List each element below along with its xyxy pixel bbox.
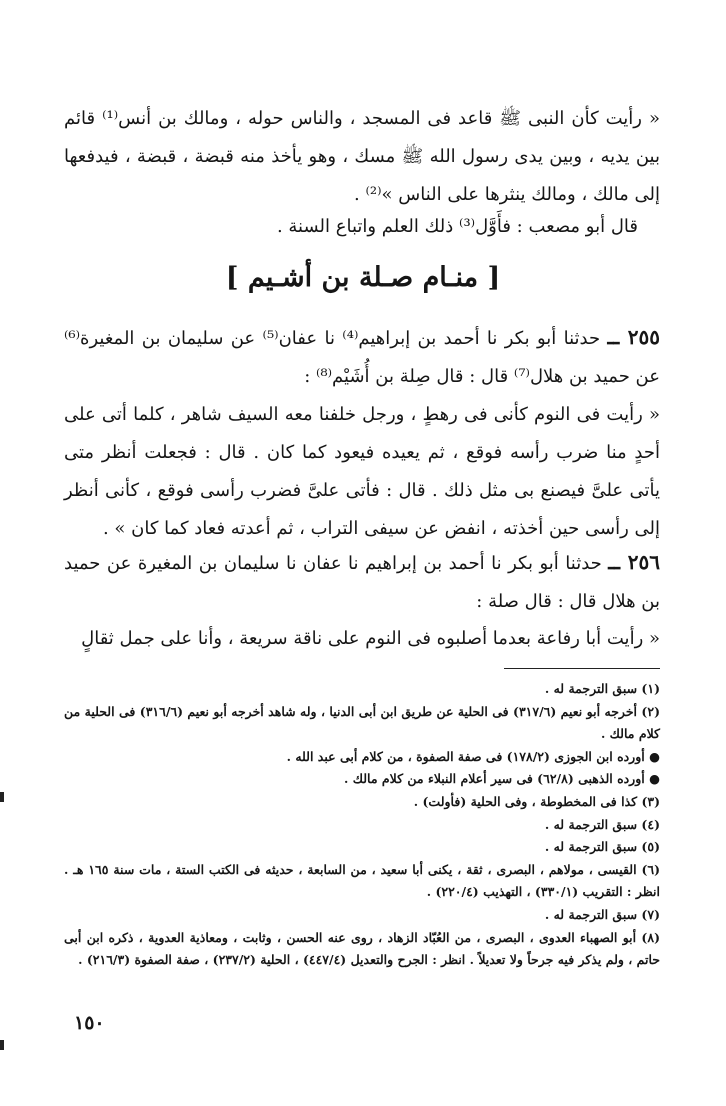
footnote: (٢) أخرجه أبو نعيم (٣١٧/٦) فى الحلية عن طريق ابن أبى الدنيا ، وله شاهد أخرجه أبو نعيم (٣١٦/٦) فى الحلية من كلام مالك . [64, 703, 660, 742]
hadith-number: ٢٥٦ ــ [608, 550, 660, 574]
commentary-line: قال أبو مصعب : فأَوَّل⁽³⁾ ذلك العلم واتباع السنة . [276, 216, 638, 237]
footnote-separator [504, 668, 660, 669]
footnote: (٨) أبو الصهباء العدوى ، البصرى ، من العُبّاد الزهاد ، روى عنه الحسن ، وثابت ، ومعاذية العدوية ، ذكره ابن أبى حاتم ، ولم يذكر فيه جرحاً ولا تعديلاً . انظر : الجرح والتعديل (٤٤٧/٤) ، الحلية (٢٣٧/٢) ، صفة الصفوة (٢١٦/٣) . [64, 929, 660, 968]
hadith-255-isnad [64, 318, 660, 396]
footnote: ● أورده الذهبى (٦٢/٨) فى سير أعلام النبلاء من كلام مالك . [343, 771, 660, 787]
section-title: [ منـام صـلة بن أشـيم ] [225, 262, 501, 293]
footnote: (٧) سبق الترجمة له . [544, 906, 660, 922]
isnad-text: حدثنا أبو بكر نا أحمد بن إبراهيم⁽⁴⁾ نا عفان⁽⁵⁾ عن سليمان بن المغيرة⁽⁶⁾ عن حميد بن هلال⁽⁷⁾ قال : قال صِلة بن أُشَيْم⁽⁸⁾ : [64, 328, 660, 387]
hadith-number: ٢٥٥ ــ [607, 325, 660, 349]
footnote: (٣) كذا فى المخطوطة ، وفى الحلية (فأولت) . [413, 793, 660, 809]
footnotes-list [64, 678, 660, 972]
footnote: (٥) سبق الترجمة له . [544, 839, 660, 855]
footnote: (١) سبق الترجمة له . [544, 681, 660, 696]
footnote: (٦) القيسى ، مولاهم ، البصرى ، ثقة ، يكنى أبا سعيد ، من السابعة ، حديثه فى الكتب الستة ، مات سنة ١٦٥ هـ . انظر : التقريب (٣٣٠/١) ، التهذيب (٢٢٠/٤) . [64, 861, 660, 900]
footnote: (٤) سبق الترجمة له . [544, 816, 660, 832]
page-number: ١٥٠ [74, 1012, 105, 1034]
scan-edge-mark [0, 1040, 4, 1050]
scan-edge-mark [0, 792, 4, 802]
continuation-line: « رأيت أبا رفاعة بعدما أصلبوه فى النوم على ناقة سريعة ، وأنا على جمل ثقالٍ [81, 628, 660, 649]
isnad-text: حدثنا أبو بكر نا أحمد بن إبراهيم نا عفان نا سليمان بن المغيرة عن حميد بن هلال قال : قال صلة : [64, 553, 660, 612]
hadith-256-isnad [64, 543, 660, 621]
narration-paragraph: « رأيت كأن النبى ﷺ قاعد فى المسجد ، والناس حوله ، ومالك بن أنس⁽¹⁾ قائم بين يديه ، وبين يدى رسول الله ﷺ مسك ، وهو يأخذ منه قبضة ، قبضة ، فيدفعها إلى مالك ، ومالك ينثرها على الناس »⁽²⁾ . [64, 108, 660, 205]
footnote: ● أورده ابن الجوزى (١٧٨/٢) فى صفة الصفوة ، من كلام أبى عبد الله . [286, 748, 660, 764]
dream-paragraph: « رأيت فى النوم كأنى فى رهطٍ ، ورجل خلفنا معه السيف شاهر ، كلما أتى على أحدٍ منا ضرب رأسه فوقع ، ثم يعيده فيعود كما كان . قال : فجعلت أنظر متى يأتى علىَّ فيصنع بى مثل ذلك . قال : فأتى علىَّ فضرب رأسى فوقع ، كأنى أنظر إلى رأسى حين أخذته ، انفض عن سيفى التراب ، ثم أعدته فعاد كما كان » . [64, 404, 660, 539]
